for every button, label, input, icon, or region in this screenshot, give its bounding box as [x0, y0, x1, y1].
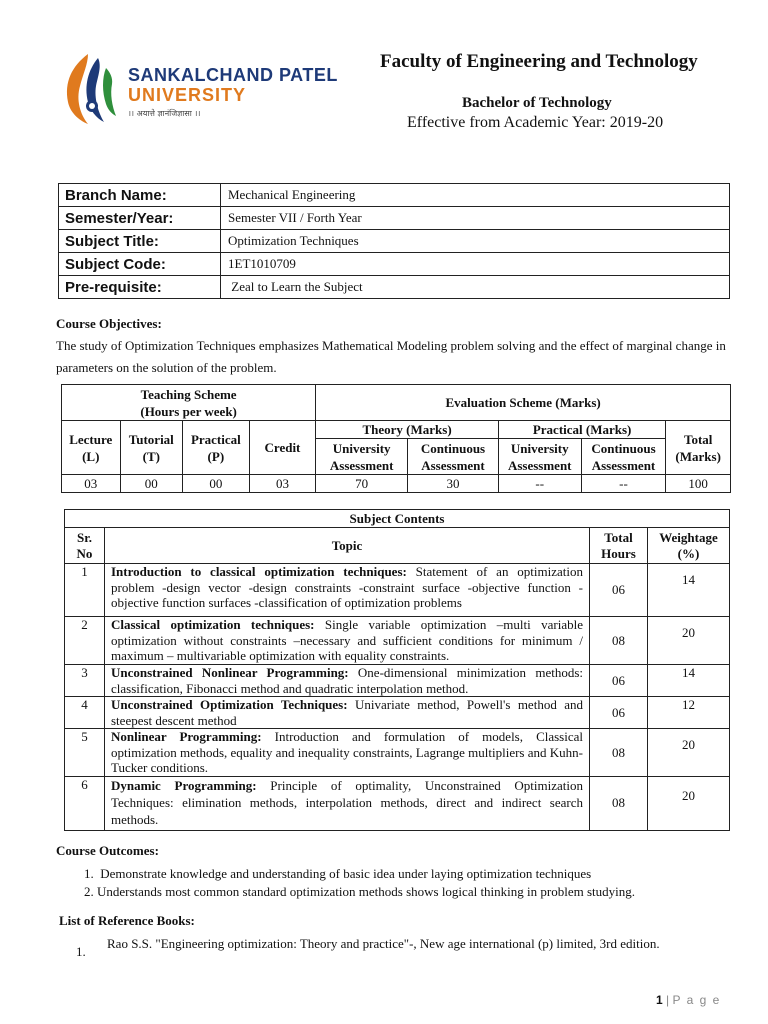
teaching-scheme-title: Teaching Scheme [140, 386, 237, 402]
tutorial-header [120, 421, 183, 475]
topic-title: Classical optimization techniques: [111, 617, 315, 632]
no-label: No [76, 545, 93, 561]
logo-name-line1: SANKALCHAND PATEL [128, 65, 338, 85]
tutorial-label: Tutorial [128, 431, 174, 447]
weightage: 20 [648, 776, 730, 830]
tutorial-abbr: (T) [142, 448, 160, 464]
faculty-title: Faculty of Engineering and Technology [380, 51, 698, 72]
university-label: University [332, 440, 391, 456]
scheme-values-row [62, 475, 731, 493]
practical-label: Practical [190, 431, 241, 447]
percent-label: (%) [677, 545, 700, 561]
info-row [59, 230, 730, 253]
hours: 06 [590, 564, 648, 617]
hours: 08 [590, 617, 648, 665]
total-label: Total [604, 530, 633, 545]
table-row [65, 564, 730, 617]
page-footer [656, 993, 721, 1007]
logo-name-line2: UNIVERSITY [128, 85, 247, 105]
assessment-label: Assessment [329, 457, 394, 473]
topic-text: Univariate method, Powell's method and steepest descent method [111, 697, 583, 728]
course-outcomes-list [84, 865, 635, 901]
info-label: Pre-requisite: [59, 276, 221, 299]
university-label: University [510, 440, 569, 456]
practical-value: 00 [183, 475, 250, 493]
topic-cell [105, 776, 590, 830]
topic-title: Dynamic Programming: [111, 777, 257, 793]
lecture-label: Lecture [69, 431, 113, 447]
scheme-table [61, 384, 731, 493]
total-unit: (Marks) [675, 448, 721, 464]
university-logo [58, 48, 338, 128]
table-row [65, 729, 730, 777]
effective-year: Effective from Academic Year: 2019-20 [407, 114, 664, 131]
topic-cell [105, 617, 590, 665]
total-marks-value: 100 [666, 475, 731, 493]
theory-marks-header: Theory (Marks) [316, 421, 499, 439]
weightage-label: Weightage [659, 530, 718, 545]
subject-contents-title: Subject Contents [65, 510, 730, 528]
topic-header: Topic [105, 528, 590, 564]
info-value: Semester VII / Forth Year [221, 207, 730, 230]
topic-title: Introduction to classical optimization techniques: [111, 564, 407, 579]
info-value: Optimization Techniques [221, 230, 730, 253]
weightage: 12 [648, 697, 730, 729]
hours: 08 [590, 776, 648, 830]
sr-no: 4 [65, 697, 105, 729]
topic-title: Unconstrained Nonlinear Programming: [111, 665, 349, 680]
hours: 08 [590, 729, 648, 777]
course-objectives-title: Course Objectives: [56, 316, 162, 331]
weightage: 20 [648, 617, 730, 665]
info-row [59, 253, 730, 276]
topic-text: Statement of an optimization problem -design vector -design constraints -constraint surface -objective function -objective function surfaces -classification of optimization problems [111, 564, 583, 610]
info-value: Mechanical Engineering [221, 184, 730, 207]
total-hours-header [590, 528, 648, 564]
sr-no: 6 [65, 776, 105, 830]
reference-number: 1. [76, 944, 86, 959]
weightage-header [648, 528, 730, 564]
theory-university-header [316, 439, 408, 475]
topic-cell [105, 564, 590, 617]
topic-title: Unconstrained Optimization Techniques: [111, 697, 348, 712]
sr-no: 2 [65, 617, 105, 665]
info-label: Subject Code: [59, 253, 221, 276]
university-emblem-icon [58, 48, 120, 128]
practical-university-value: -- [498, 475, 581, 493]
page-number: 1 [656, 993, 663, 1007]
list-item: 2. Understands most common standard optimization methods shows logical thinking in problem studying. [84, 884, 636, 899]
credit-value: 03 [249, 475, 316, 493]
info-row [59, 207, 730, 230]
practical-header [183, 421, 250, 475]
info-value: Zeal to Learn the Subject [221, 276, 730, 299]
logo-tagline: ।। अयात्ते ज्ञानंजिज्ञासा ।। [128, 109, 201, 118]
evaluation-scheme-header: Evaluation Scheme (Marks) [316, 385, 731, 421]
weightage: 14 [648, 665, 730, 697]
table-row [65, 697, 730, 729]
subject-info-table [58, 183, 730, 299]
list-item: 1. Demonstrate knowledge and understanding of basic idea under laying optimization techniques [84, 866, 592, 881]
teaching-scheme-unit: (Hours per week) [140, 403, 237, 419]
weightage: 20 [648, 729, 730, 777]
sr-no: 5 [65, 729, 105, 777]
practical-continuous-header [581, 439, 666, 475]
assessment-label: Assessment [421, 457, 485, 473]
practical-marks-header: Practical (Marks) [498, 421, 665, 439]
info-value: 1ET1010709 [221, 253, 730, 276]
page-separator: | [666, 993, 670, 1007]
degree-title: Bachelor of Technology [462, 95, 612, 111]
continuous-label: Continuous [591, 440, 656, 456]
course-objectives-text: The study of Optimization Techniques emphasizes Mathematical Modeling problem solving and the effect of marginal change in parameters on the solution of the problem. [56, 338, 726, 375]
info-label: Semester/Year: [59, 207, 221, 230]
info-label: Subject Title: [59, 230, 221, 253]
subject-contents-table [64, 509, 730, 831]
topic-text: Introduction and formulation of models, Classical optimization methods, equality and inequality constraints, Lagrange multipliers and Kuhn-Tucker conditions. [111, 729, 584, 775]
hours-label: Hours [601, 545, 636, 561]
topic-title: Nonlinear Programming: [111, 729, 262, 744]
total-marks-header [666, 421, 731, 475]
hours: 06 [590, 665, 648, 697]
sr-label: Sr. [76, 530, 93, 545]
lecture-header [62, 421, 121, 475]
topic-text: One-dimensional minimization methods: classification, Fibonacci method and quadratic interpolation method. [111, 665, 583, 696]
sr-no-header [65, 528, 105, 564]
topic-cell [105, 697, 590, 729]
topic-cell [105, 729, 590, 777]
info-row [59, 276, 730, 299]
course-outcomes-title: Course Outcomes: [56, 843, 159, 858]
weightage: 14 [648, 564, 730, 617]
sr-no: 1 [65, 564, 105, 617]
lecture-abbr: (L) [82, 448, 100, 464]
topic-cell [105, 665, 590, 697]
total-label: Total [683, 431, 713, 447]
theory-continuous-value: 30 [408, 475, 499, 493]
assessment-label: Assessment [591, 457, 656, 473]
credit-header: Credit [249, 421, 316, 475]
continuous-label: Continuous [420, 440, 486, 456]
table-row [65, 665, 730, 697]
theory-continuous-header [408, 439, 499, 475]
assessment-label: Assessment [507, 457, 572, 473]
table-row [65, 617, 730, 665]
reference-text: Rao S.S. "Engineering optimization: Theory and practice"-, New age international (p) limited, 3rd edition. [107, 936, 660, 951]
practical-abbr: (P) [207, 448, 225, 464]
topic-text: Principle of optimality, Unconstrained Optimization Techniques: elimination methods, interpolation methods, direct and indirect search methods. [111, 777, 583, 827]
info-label: Branch Name: [59, 184, 221, 207]
table-row [65, 776, 730, 830]
teaching-scheme-header [62, 385, 316, 421]
sr-no: 3 [65, 665, 105, 697]
lecture-value: 03 [62, 475, 121, 493]
hours: 06 [590, 697, 648, 729]
reference-books-title: List of Reference Books: [59, 913, 195, 928]
practical-university-header [498, 439, 581, 475]
theory-university-value: 70 [316, 475, 408, 493]
page-word: P a g e [672, 993, 721, 1007]
info-row [59, 184, 730, 207]
practical-continuous-value: -- [581, 475, 666, 493]
tutorial-value: 00 [120, 475, 183, 493]
topic-text: Single variable optimization –multi variable optimization without constraints –necessary and sufficient conditions for minimum / maximum – multivariable optimization with equality constraints. [111, 617, 583, 663]
